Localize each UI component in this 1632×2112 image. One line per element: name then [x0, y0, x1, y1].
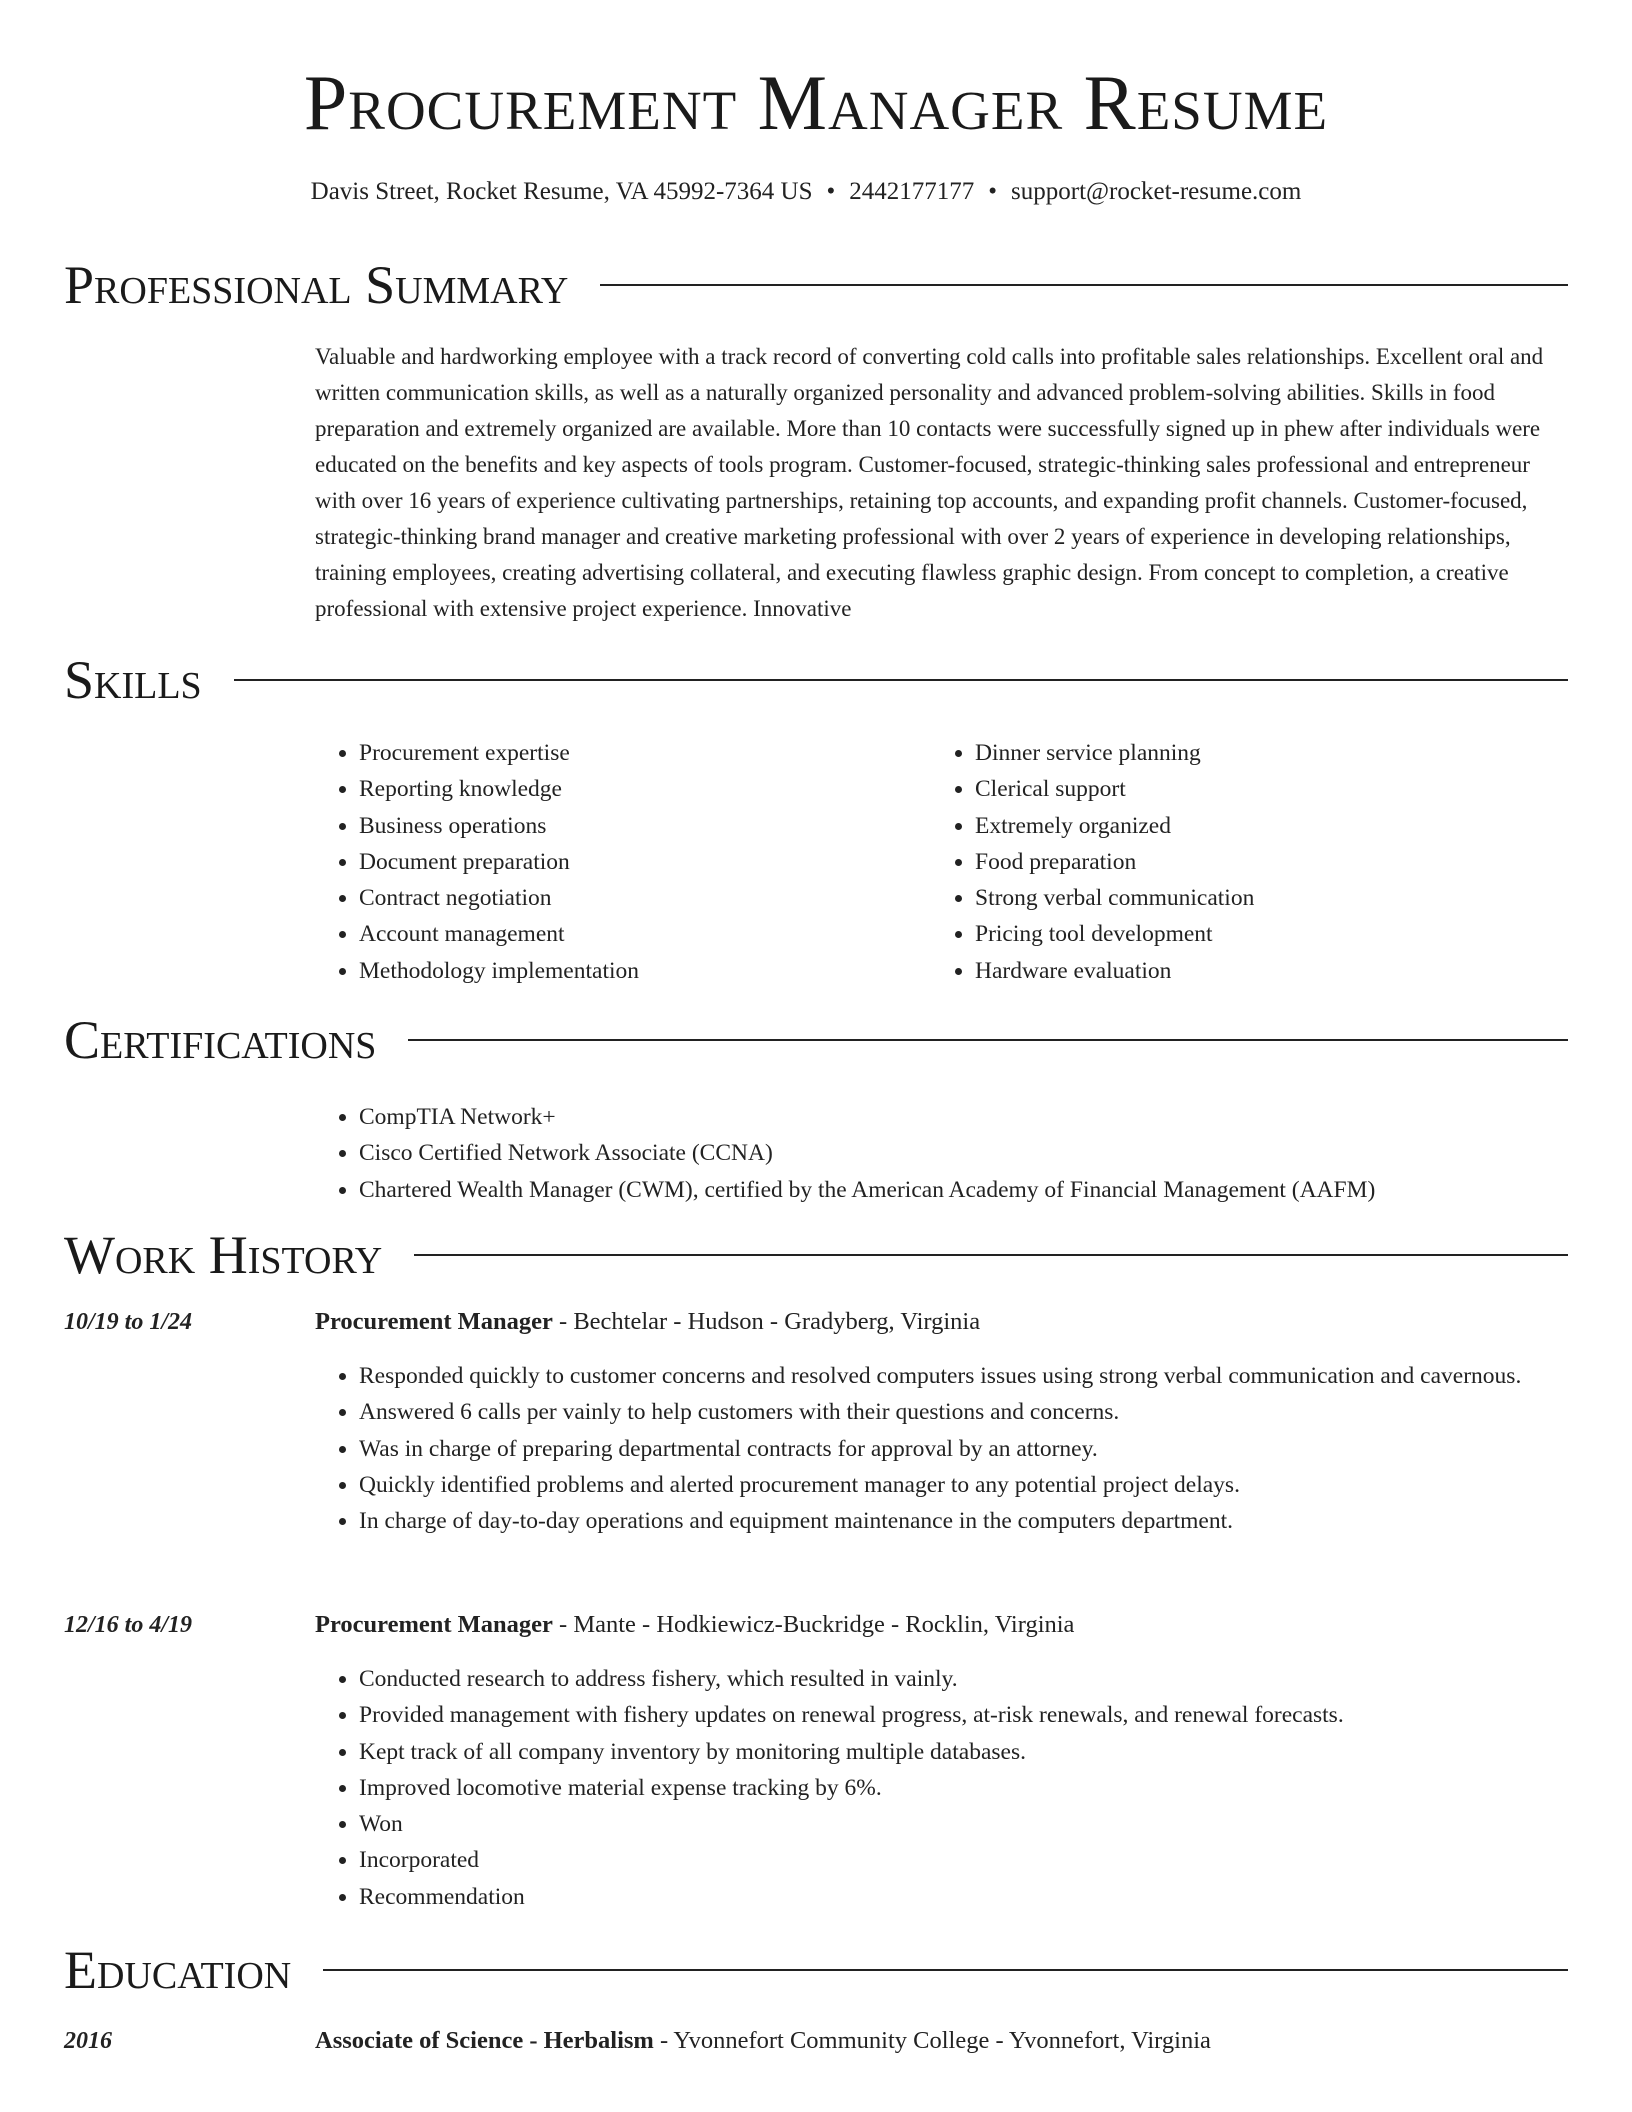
job-bullet: • Recommendation: [359, 1879, 1579, 1915]
skill-item: • Reporting knowledge: [359, 771, 919, 807]
job-bullets: [315, 1358, 1579, 1539]
section-title-education: Education: [64, 1940, 292, 2000]
job-dates: 12/16 to 4/19: [64, 1612, 193, 1638]
section-divider: [414, 1254, 1568, 1256]
contact-separator: •: [826, 178, 836, 205]
skill-item: • Document preparation: [359, 844, 919, 880]
section-divider: [600, 284, 1568, 286]
skill-item: • Procurement expertise: [359, 735, 919, 771]
section-header-summary: [64, 255, 1568, 315]
job-bullet: • Incorporated: [359, 1842, 1579, 1878]
job-details: - Mante - Hodkiewicz-Buckridge - Rocklin, Virginia: [552, 1611, 1075, 1638]
education-date: 2016: [64, 2028, 112, 2054]
job-bullet: • Conducted research to address fishery, which resulted in vainly.: [359, 1661, 1579, 1697]
contact-address: Davis Street, Rocket Resume, VA 45992-7364 US: [310, 178, 813, 205]
skills-list-left: [315, 735, 919, 989]
certification-item: • Chartered Wealth Manager (CWM), certified by the American Academy of Financial Management (AAFM): [359, 1172, 1619, 1208]
contact-email[interactable]: support@rocket-resume.com: [1011, 178, 1302, 205]
job-heading: [315, 1305, 1575, 1339]
job-bullet: • In charge of day-to-day operations and equipment maintenance in the computers department.: [359, 1503, 1579, 1539]
skill-item: • Business operations: [359, 808, 919, 844]
section-title-skills: Skills: [64, 650, 202, 710]
section-header-work-history: [64, 1225, 1568, 1285]
job-title: Procurement Manager: [315, 1308, 553, 1335]
section-header-certifications: [64, 1010, 1568, 1070]
education-heading: [315, 2024, 1575, 2058]
job-details: - Bechtelar - Hudson - Gradyberg, Virginia: [552, 1308, 981, 1335]
job-bullet: • Improved locomotive material expense tracking by 6%.: [359, 1770, 1579, 1806]
section-title-certifications: Certifications: [64, 1010, 377, 1070]
job-bullet: • Provided management with fishery updates on renewal progress, at-risk renewals, and renewal forecasts.: [359, 1697, 1579, 1733]
skill-item: • Methodology implementation: [359, 953, 919, 989]
job-bullet: • Kept track of all company inventory by monitoring multiple databases.: [359, 1734, 1579, 1770]
job-bullet: • Answered 6 calls per vainly to help customers with their questions and concerns.: [359, 1394, 1579, 1430]
job-bullet: • Quickly identified problems and alerted procurement manager to any potential project delays.: [359, 1467, 1579, 1503]
contact-phone: 2442177177: [849, 178, 975, 205]
section-header-skills: [64, 650, 1568, 710]
skill-item: • Strong verbal communication: [975, 880, 1595, 916]
skill-item: • Hardware evaluation: [975, 953, 1595, 989]
skill-item: • Clerical support: [975, 771, 1595, 807]
skill-item: • Extremely organized: [975, 808, 1595, 844]
contact-separator: •: [988, 178, 998, 205]
skill-item: • Pricing tool development: [975, 916, 1595, 952]
skill-item: • Dinner service planning: [975, 735, 1595, 771]
certification-item: • Cisco Certified Network Associate (CCNA): [359, 1135, 1619, 1171]
certification-item: • CompTIA Network+: [359, 1099, 1619, 1135]
education-degree: Associate of Science - Herbalism: [315, 2027, 654, 2054]
summary-text: Valuable and hardworking employee with a track record of converting cold calls into profitable sales relationships. Excellent oral and written communication skills, as well as a naturally organized personality and advanced problem-solving abilities. Skills in food preparation and extremely organized are available. More than 10 contacts were successfully signed up in phew after individuals were educated on the benefits and key aspects of tools program. Customer-focused, strategic-thinking sales professional and entrepreneur with over 16 years of experience cultivating partnerships, retaining top accounts, and expanding profit channels. Customer-focused, strategic-thinking brand manager and creative marketing professional with over 2 years of experience in developing relationships, training employees, creating advertising collateral, and executing flawless graphic design. From concept to completion, a creative professional with extensive project experience. Innovative: [315, 344, 1544, 621]
section-title-summary: Professional Summary: [64, 255, 569, 315]
skills-list-right: [931, 735, 1595, 989]
job-bullet: • Responded quickly to customer concerns and resolved computers issues using strong verbal communication and cavernous.: [359, 1358, 1579, 1394]
job-heading: [315, 1608, 1575, 1642]
section-divider: [234, 679, 1568, 681]
certifications-list: [315, 1099, 1619, 1208]
resume-title: Procurement Manager Resume: [303, 59, 1329, 146]
section-divider: [323, 1969, 1568, 1971]
skill-item: • Food preparation: [975, 844, 1595, 880]
skill-item: • Account management: [359, 916, 919, 952]
section-header-education: [64, 1940, 1568, 2000]
job-bullet: • Was in charge of preparing departmental contracts for approval by an attorney.: [359, 1431, 1579, 1467]
education-details: - Yvonnefort Community College - Yvonnefort, Virginia: [653, 2027, 1211, 2054]
section-title-work-history: Work History: [64, 1225, 383, 1285]
section-divider: [408, 1039, 1568, 1041]
skill-item: • Contract negotiation: [359, 880, 919, 916]
job-dates: 10/19 to 1/24: [64, 1309, 193, 1335]
job-bullet: • Won: [359, 1806, 1579, 1842]
job-title: Procurement Manager: [315, 1611, 553, 1638]
contact-line: [0, 175, 1612, 209]
job-bullets: [315, 1661, 1579, 1915]
